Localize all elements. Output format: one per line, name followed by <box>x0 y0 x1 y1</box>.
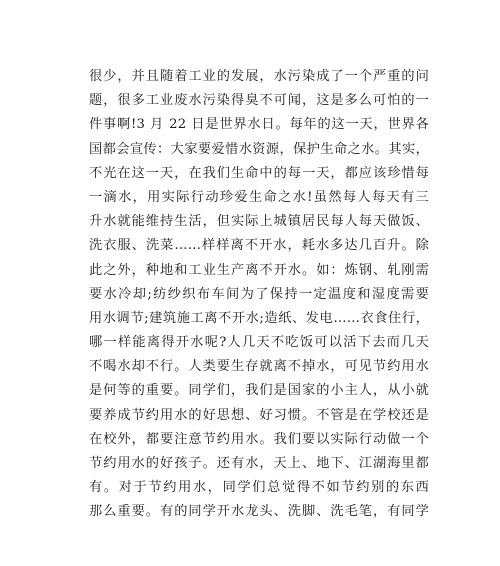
text-line: 洗衣服、洗菜……样样离不开水，耗水多达几百升。除 <box>89 238 429 254</box>
text-line: 在校外，都要注意节约用水。我们要以实际行动做一个 <box>89 431 429 447</box>
text-line: 是何等的重要。同学们，我们是国家的小主人，从小就 <box>89 383 429 399</box>
text-line: 那么重要。有的同学开水龙头、洗脚、洗毛笔，有同学 <box>89 504 429 520</box>
text-line: 很少，并且随着工业的发展，水污染成了一个严重的问 <box>89 69 429 84</box>
text-line: 题，很多工业废水污染得臭不可闻，这是多么可怕的一 <box>89 93 429 109</box>
text-line: 用水调节;建筑施工离不开水;造纸、发电……衣食住行， <box>89 310 429 326</box>
text-line: 要养成节约用水的好思想、好习惯。不管是在学校还是 <box>89 407 429 423</box>
text-line: 节约用水的好孩子。还有水，天上、地下、江湖海里都 <box>89 456 429 471</box>
text-line: 要水冷却;纺纱织布车间为了保持一定温度和湿度需要 <box>89 286 429 302</box>
text-line: 升水就能维持生活，但实际上城镇居民每人每天做饭、 <box>89 214 429 230</box>
text-line: 件事啊!3 月 22 日是世界水日。每年的这一天，世界各 <box>89 117 429 133</box>
text-line: 一滴水，用实际行动珍爱生命之水!虽然每人每天有三 <box>89 189 429 205</box>
text-line: 此之外，种地和工业生产离不开水。如：炼钢、轧刚需 <box>89 262 429 278</box>
text-line: 不光在这一天，在我们生命中的每一天，都应该珍惜每 <box>89 165 429 181</box>
text-line: 国都会宣传：大家要爱惜水资源，保护生命之水。其实， <box>89 141 429 157</box>
text-line: 有。对于节约用水，同学们总觉得不如节约别的东西 <box>89 480 429 496</box>
document-text-body <box>89 65 429 525</box>
text-line: 不喝水却不行。人类要生存就离不掉水，可见节约用水 <box>89 359 429 375</box>
text-line: 哪一样能离得开水呢?人几天不吃饭可以活下去而几天 <box>89 335 429 351</box>
